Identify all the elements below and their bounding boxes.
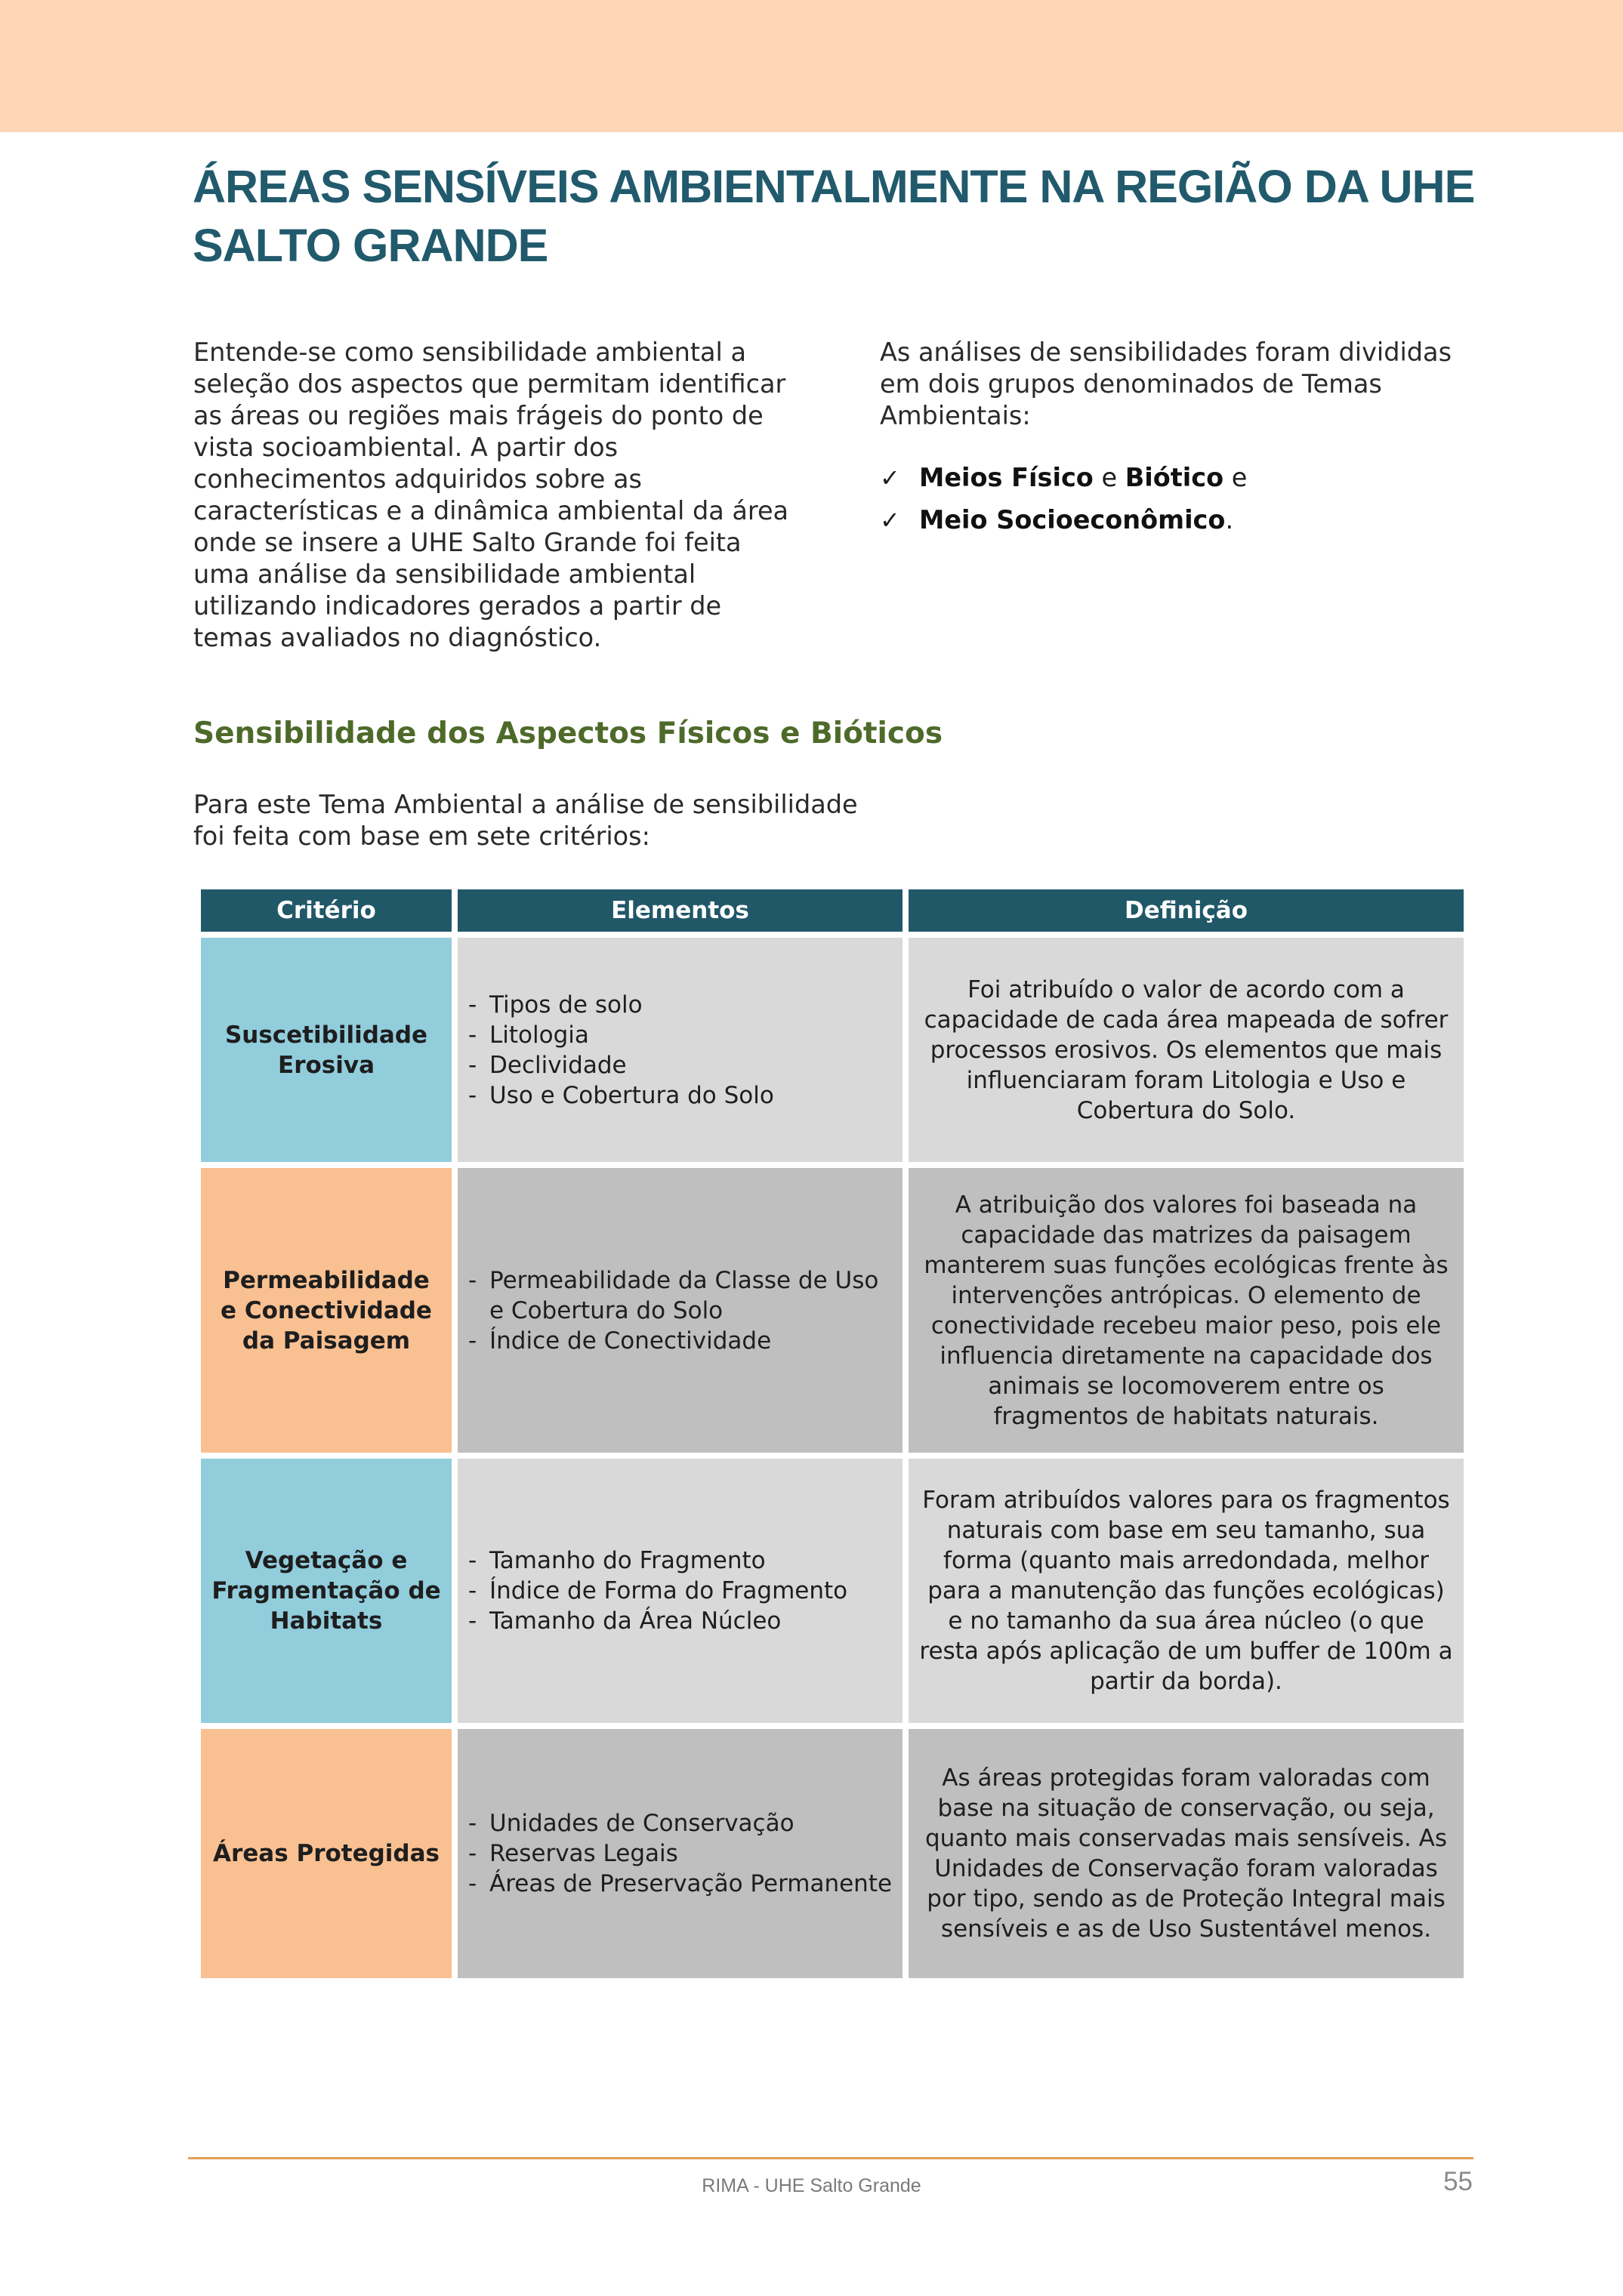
section-intro: Para este Tema Ambiental a análise de sensibilidade foi feita com base em sete critérios: (193, 790, 858, 851)
checkmark-icon: ✓ (880, 464, 900, 492)
element-item: - Declividade (465, 1050, 774, 1080)
element-item: - Tamanho do Fragmento (465, 1546, 847, 1576)
themes-intro-paragraph: As análises de sensibilidades foram divididas em dois grupos denominados de Temas Ambientais: (880, 337, 1452, 430)
theme-item (880, 504, 1469, 536)
element-item: - Reservas Legais (465, 1838, 892, 1869)
element-item: - Índice de Forma do Fragmento (465, 1576, 847, 1606)
table-row (201, 938, 1464, 1162)
elements-cell (458, 1729, 903, 1978)
footer-text: RIMA - UHE Salto Grande (702, 2175, 921, 2196)
elements-list (465, 990, 774, 1111)
element-item: - Índice de Conectividade (465, 1326, 895, 1356)
table-row (201, 1168, 1464, 1453)
intro-paragraph: Entende-se como sensibilidade ambiental a seleção dos aspectos que permitam identificar as áreas ou regiões mais frágeis do ponto de vista socioambiental. A partir dos conhecimentos adquiridos sobre as características e a dinâmica ambiental da área onde se insere a UHE Salto Grande foi feita uma análise da sensibilidade ambiental utilizando indicadores gerados a partir de temas avaliados no diagnóstico. (193, 337, 789, 652)
elements-list (465, 1546, 847, 1636)
page-title: ÁREAS SENSÍVEIS AMBIENTALMENTE NA REGIÃO DA UHE SALTO GRANDE (193, 161, 1475, 271)
column-header-definicao: Definição (909, 889, 1464, 932)
definition-cell: Foram atribuídos valores para os fragmentos naturais com base em seu tamanho, sua forma (quanto mais arredondada, melhor para a manutenção das funções ecológicas) e no tamanho da sua área núcleo (o que resta após aplicação de um buffer de 100m a partir da borda). (909, 1459, 1464, 1723)
criterion-cell: Suscetibilidade Erosiva (201, 938, 452, 1162)
checkmark-icon: ✓ (880, 506, 900, 535)
header-band (0, 0, 1623, 132)
theme-label: Meio Socioeconômico (919, 505, 1226, 535)
definition-cell: As áreas protegidas foram valoradas com base na situação de conservação, ou seja, quanto mais conservadas mais sensíveis. As Unidades de Conservação foram valoradas por tipo, sendo as de Proteção Integral mais sensíveis e as de Uso Sustentável menos. (909, 1729, 1464, 1978)
criteria-table (201, 889, 1464, 1984)
element-item: - Uso e Cobertura do Solo (465, 1080, 774, 1111)
column-header-criterio: Critério (201, 889, 452, 932)
theme-joiner: e (1093, 463, 1125, 492)
element-item: - Unidades de Conservação (465, 1808, 892, 1838)
criterion-cell: Permeabilidade e Conectividade da Paisagem (201, 1168, 452, 1453)
definition-cell: A atribuição dos valores foi baseada na capacidade das matrizes da paisagem manterem suas funções ecológicas frente às intervenções antrópicas. O elemento de conectividade recebeu maior peso, pois ele influencia diretamente na capacidade dos animais se locomoverem entre os fragmentos de habitats naturais. (909, 1168, 1464, 1453)
page-number: 55 (1443, 2167, 1473, 2196)
element-item: - Tamanho da Área Núcleo (465, 1606, 847, 1636)
theme-tail: . (1225, 505, 1234, 535)
theme-item (880, 462, 1469, 494)
criterion-cell: Vegetação e Fragmentação de Habitats (201, 1459, 452, 1723)
elements-list (465, 1265, 895, 1356)
section-title: Sensibilidade dos Aspectos Físicos e Bióticos (193, 717, 943, 750)
themes-list (880, 462, 1469, 547)
element-item: - Áreas de Preservação Permanente (465, 1869, 892, 1899)
table-row (201, 1459, 1464, 1723)
theme-label: Biótico (1125, 463, 1224, 492)
elements-cell (458, 938, 903, 1162)
definition-cell: Foi atribuído o valor de acordo com a capacidade de cada área mapeada de sofrer processos erosivos. Os elementos que mais influenciaram foram Litologia e Uso e Cobertura do Solo. (909, 938, 1464, 1162)
element-item: - Litologia (465, 1020, 774, 1050)
table-header-row (201, 889, 1464, 932)
elements-cell (458, 1459, 903, 1723)
theme-label: Meios Físico (919, 463, 1094, 492)
element-item: - Permeabilidade da Classe de Uso e Cobertura do Solo (465, 1265, 895, 1326)
elements-cell (458, 1168, 903, 1453)
footer-divider (188, 2157, 1473, 2159)
elements-list (465, 1808, 892, 1899)
element-item: - Tipos de solo (465, 990, 774, 1020)
criterion-cell: Áreas Protegidas (201, 1729, 452, 1978)
theme-tail: e (1223, 463, 1248, 492)
column-header-elementos: Elementos (458, 889, 903, 932)
table-row (201, 1729, 1464, 1978)
